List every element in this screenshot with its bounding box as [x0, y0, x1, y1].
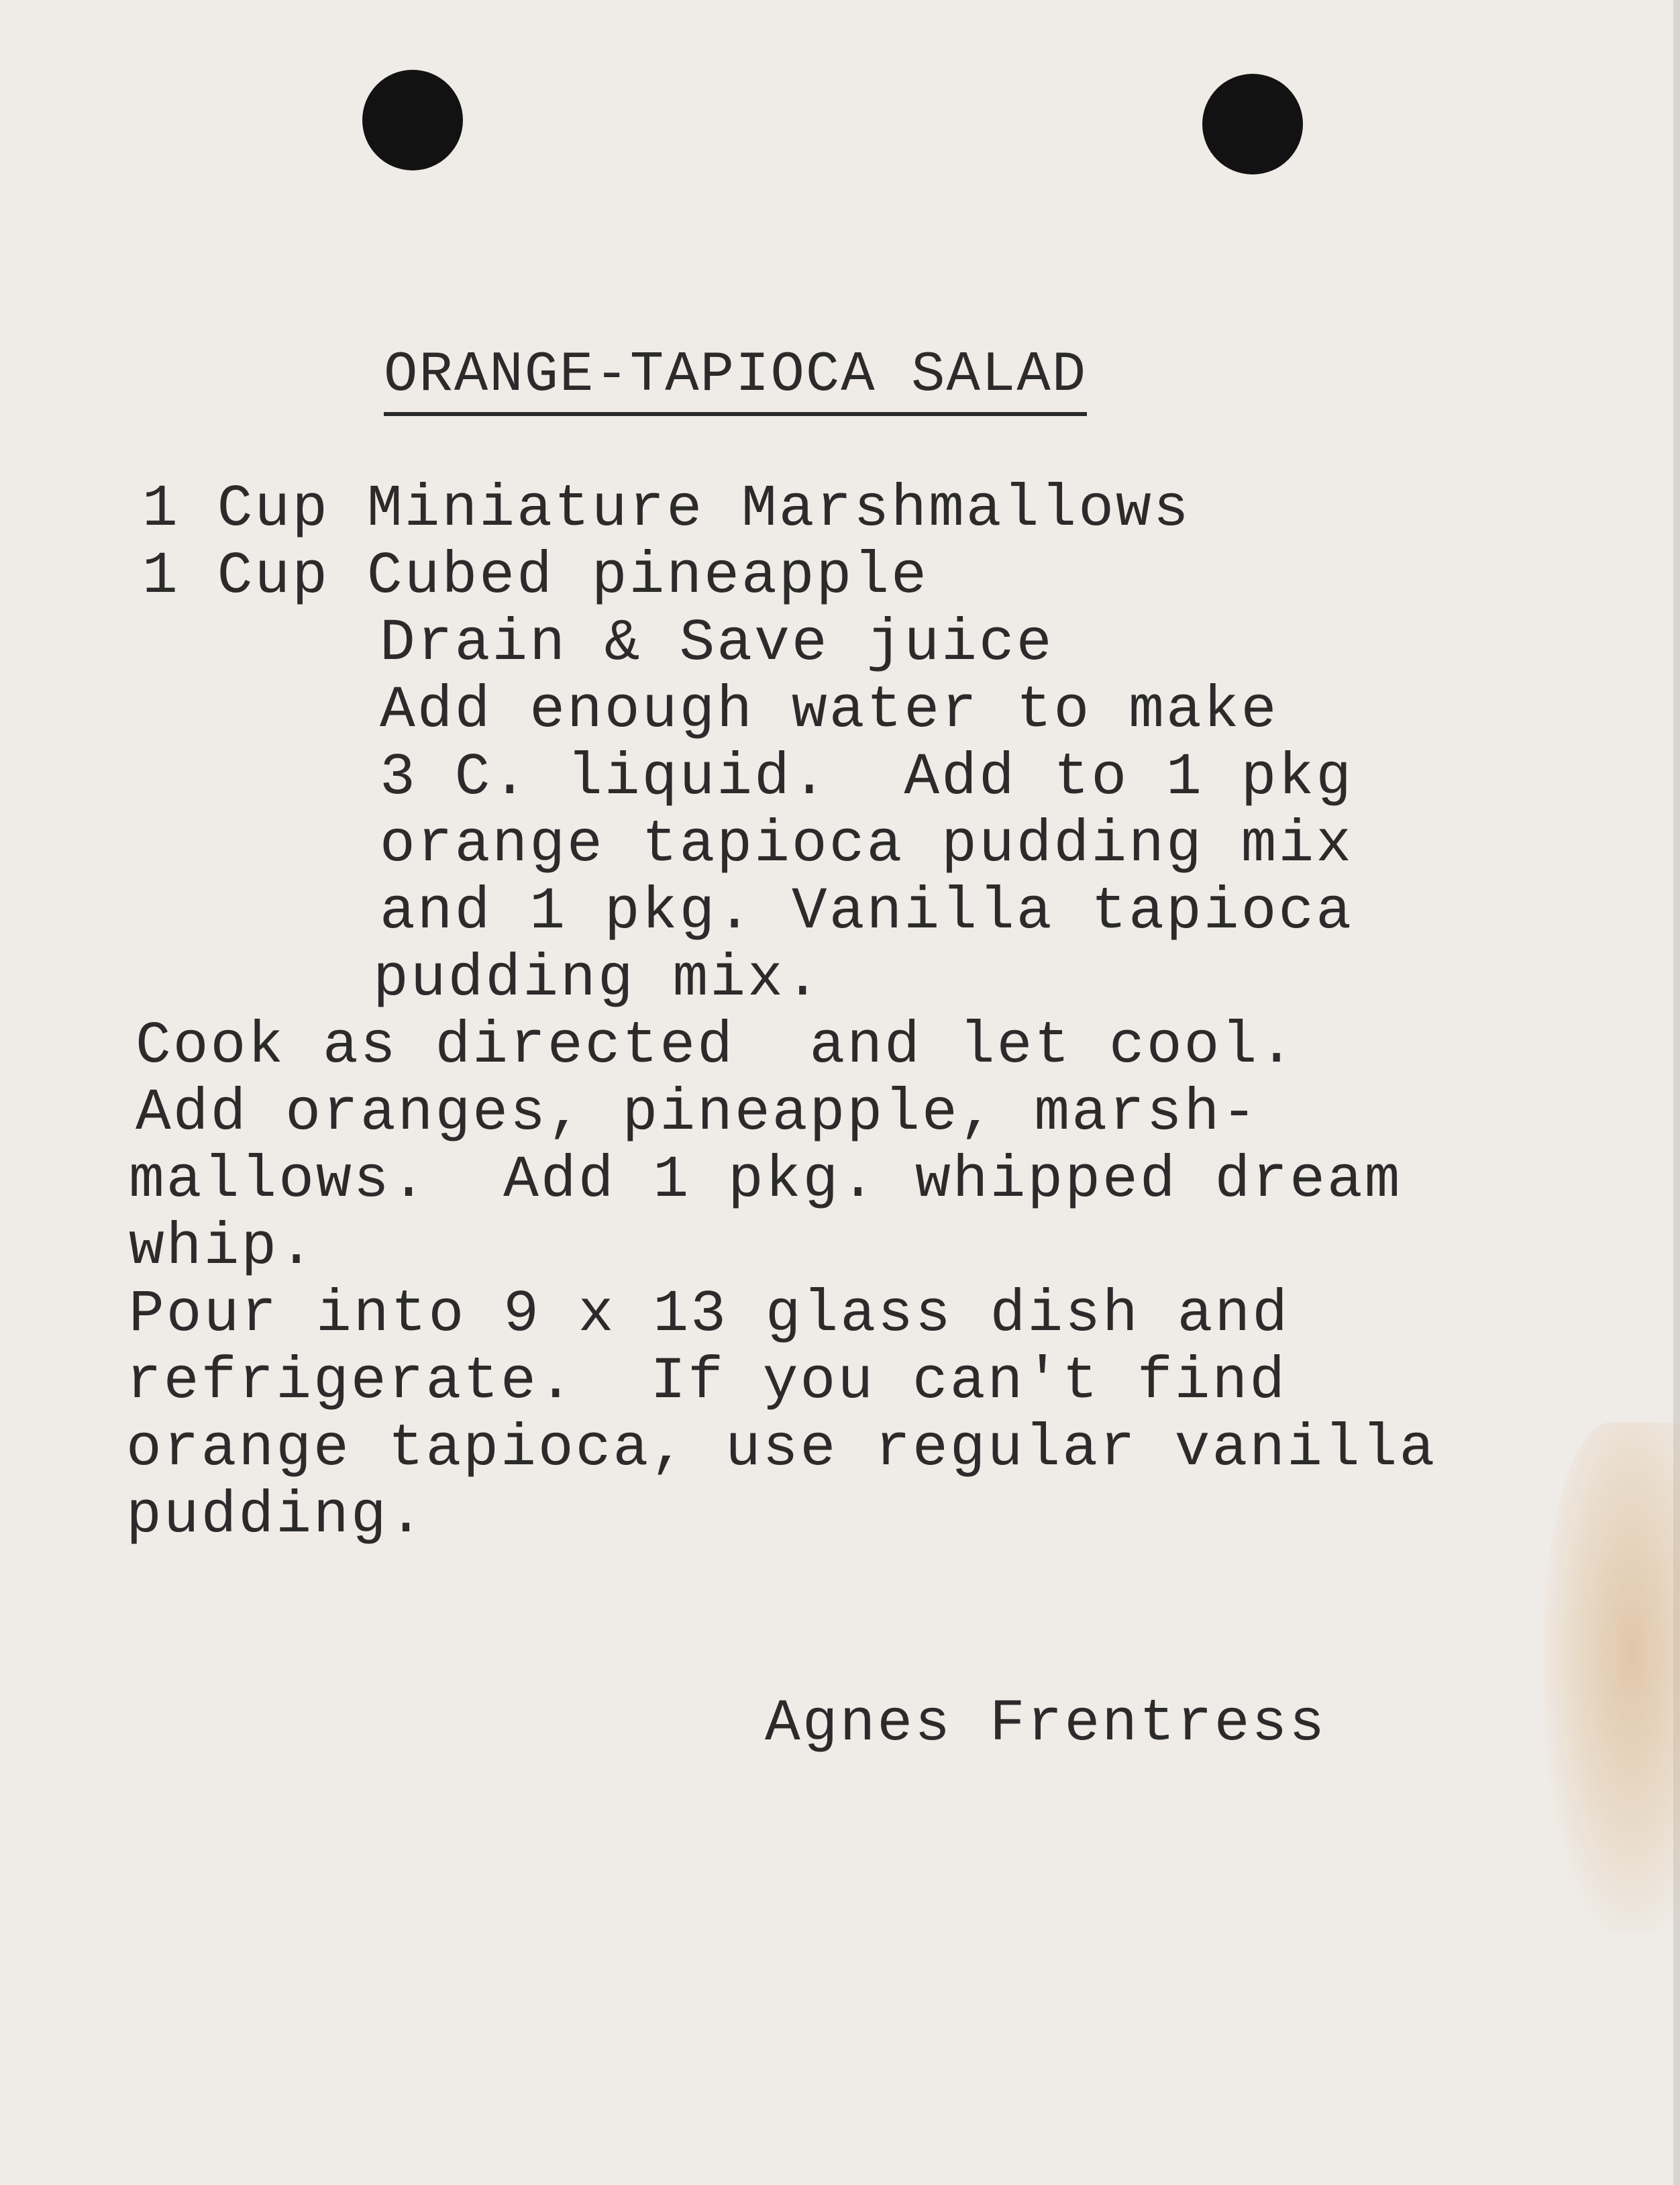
punch-hole-left — [362, 70, 463, 170]
author-signature: Agnes Frentress — [765, 1691, 1327, 1758]
punch-hole-right — [1202, 74, 1303, 174]
recipe-title: ORANGE-TAPIOCA SALAD — [384, 342, 1087, 416]
instruction-line: whip. — [129, 1215, 317, 1281]
ingredient-line: 1 Cup Cubed pineapple — [142, 544, 929, 610]
instruction-line: Drain & Save juice — [380, 611, 1054, 677]
instruction-line: Cook as directed and let cool. — [136, 1013, 1297, 1080]
instruction-line: orange tapioca, use regular vanilla — [126, 1416, 1437, 1482]
instruction-line: refrigerate. If you can't find — [126, 1349, 1288, 1415]
instruction-line: Pour into 9 x 13 glass dish and — [129, 1282, 1290, 1348]
instruction-line: and 1 pkg. Vanilla tapioca — [380, 879, 1354, 946]
ingredient-line: 1 Cup Miniature Marshmallows — [142, 476, 1191, 543]
instruction-line: pudding mix. — [373, 946, 823, 1013]
water-stain — [1543, 1423, 1680, 1933]
instruction-line: Add oranges, pineapple, marsh- — [136, 1080, 1259, 1147]
instruction-line: Add enough water to make — [380, 678, 1279, 744]
instruction-line: 3 C. liquid. Add to 1 pkg — [380, 745, 1354, 811]
instruction-line: mallows. Add 1 pkg. whipped dream — [129, 1148, 1402, 1214]
instruction-line: orange tapioca pudding mix — [380, 812, 1354, 878]
instruction-line: pudding. — [126, 1483, 426, 1549]
